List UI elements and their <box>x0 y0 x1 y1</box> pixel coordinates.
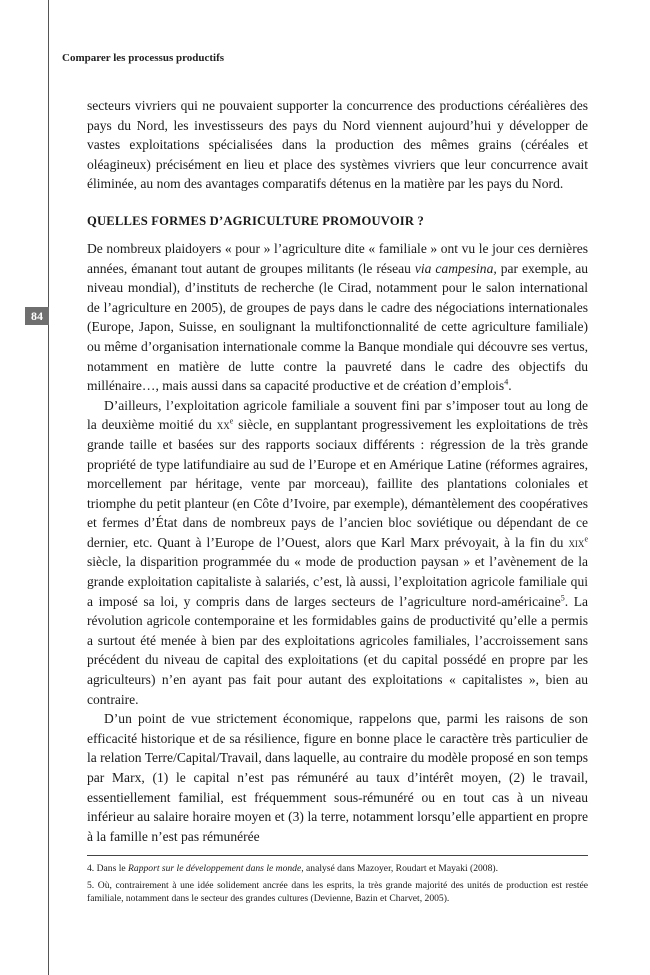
paragraph-1: secteurs vivriers qui ne pouvaient supporter la concurrence des productions céréalières des pays du Nord, les investisseurs des pays du Nord viennent aujourd’hui y développer de vastes exploitations spécialisées dans la production des mêmes grains (céréales et oléagineux) précisément en lieu et place des systèmes vivriers que leur concurrence avait éliminée, au nom des avantages comparatifs détenus en la matière par les pays du Nord. <box>87 98 588 192</box>
paragraph-4: D’un point de vue strictement économique, rappelons que, parmi les raisons de son efficacité historique et de sa résilience, figure en bonne place le caractère très particulier de la relation Terre/Capital/Travail, dans laquelle, au contraire du modèle proposé en son temps par Marx, (1) le capital n’est pas rémunéré au taux d’intérêt moyen, (2) le travail, essentiellement familial, est fréquemment sous-rémunéré ou en tout cas à un niveau inférieur au salaire horaire moyen et (3) la terre, notamment lorsqu’elle appartient en propre à la famille n’est pas rémunérée <box>87 711 588 844</box>
footnote-5: 5. Où, contrairement à une idée solidement ancrée dans les esprits, la très grande majorité des unités de production est restée familiale, notamment dans le secteur des grandes cultures (Devienne, Bazin et Charvet, 2005). <box>87 880 588 904</box>
margin-rule <box>48 0 49 975</box>
footnote-ref-4[interactable]: 4 <box>504 377 509 387</box>
footnote-rule <box>87 855 588 856</box>
main-text <box>87 96 588 846</box>
footnotes <box>87 862 588 909</box>
footnote-4: 4. Dans le Rapport sur le développement dans le monde, analysé dans Mazoyer, Roudart et Mayaki (2008). <box>87 863 498 874</box>
page-number: 84 <box>25 307 49 325</box>
section-heading: QUELLES FORMES D’AGRICULTURE PROMOUVOIR ? <box>87 213 425 228</box>
running-header: Comparer les processus productifs <box>62 52 225 64</box>
paragraph-3: D’ailleurs, l’exploitation agricole familiale a souvent fini par s’imposer tout au long de la deuxième moitié du $xx^e$ siècle, en supplantant progressivement les exploitations de très grande taille et basées sur des rapports sociaux différents : régression de la très grande propriété de type latifundiaire au sud de l’Europe et en Amérique Latine (réformes agraires, morcellement par héritage, vente par morceau), faillite des plantations coloniales et triomphe du petit planteur (en Côte d’Ivoire, par exemple), démantèlement des coopératives et fermes d’État dans de nombreux pays de l’ancien bloc soviétique ou dépendant de ce dernier, etc. Quant à l’Europe de l’Ouest, alors que Karl Marx prévoyait, à la fin du xix$^e$ siècle, la disparition programmée du « mode de production paysan » et l’avènement de la grande exploitation capitaliste à salariés, c’est, là aussi, l’exploitation agricole familiale qui a imposé sa loi, y compris dans de larges secteurs de l’agriculture nord-américaine$^5$. La révolution agricole contemporaine et les formidables gains de productivité qu’elle a permis a surtout été menée à bien par des exploitations agricoles familiales, l’accroissement sans précédent du niveau de capital des exploitations (et du capital possédé en propre par les agriculteurs) n’en ayant pas fait pour autant des exploitations « capitalistes », bien au contraire. <box>87 397 589 707</box>
paragraph-2: De nombreux plaidoyers « pour » l’agriculture dite « familiale » ont vu le jour ces dernières années, émanant tout autant de groupes militants (le réseau via campesina, par exemple, au niveau mondial), d’instituts de recherche (le Cirad, notamment pour le salon international de l’agriculture en 2005), de groupes de pays dans le cadre des négociations internationales (Europe, Japon, Suisse, en soulignant la multifonctionnalité de cette agriculture familiale) ou même d’organisation internationale comme la Banque mondiale qui découvre ses vertus, notamment en matière de lutte contre la pauvreté dans le cadre des objectifs du millénaire…, mais aussi dans sa capacité productive et de création d’emplois$^4$. <box>87 240 588 394</box>
footnote-ref-5[interactable]: 5 <box>560 593 565 603</box>
emphasis-via-campesina: via campesina, <box>414 260 497 276</box>
